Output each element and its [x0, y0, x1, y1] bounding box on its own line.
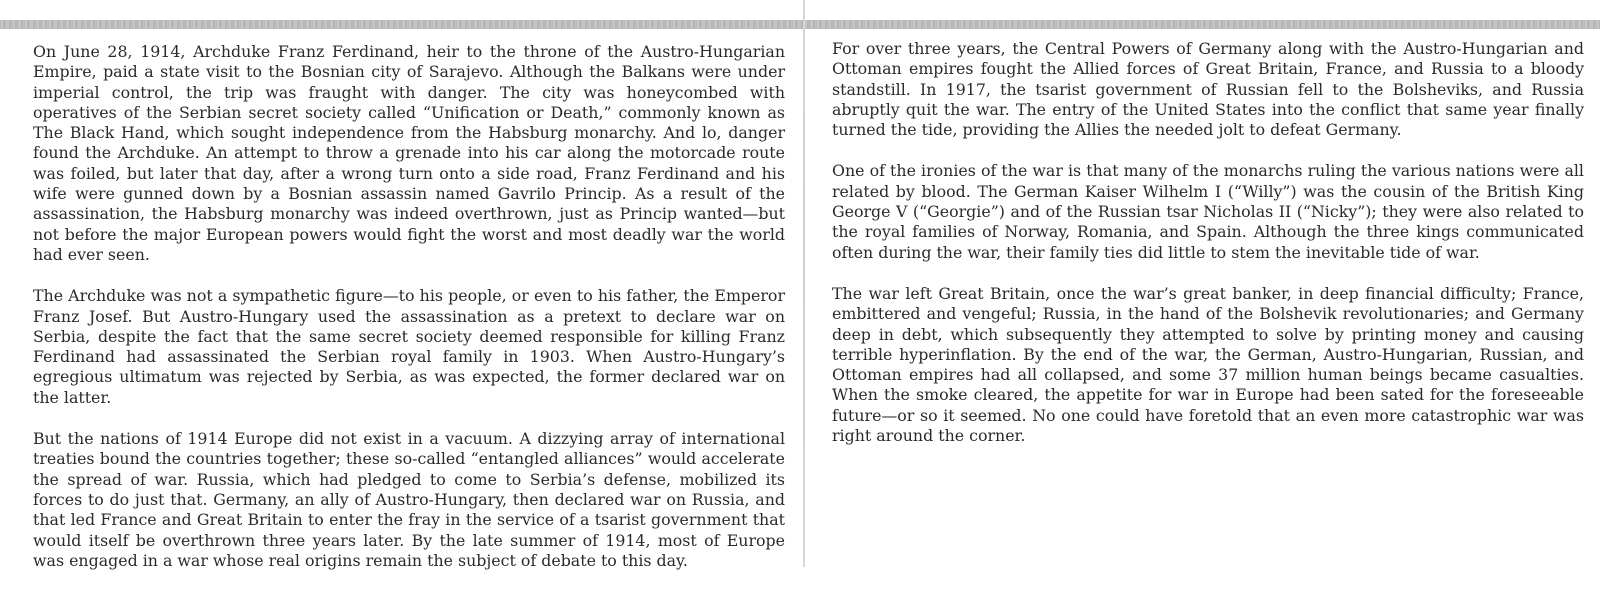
left-page	[33, 42, 785, 592]
left-paragraph-3: But the nations of 1914 Europe did not exist in a vacuum. A dizzying array of international treaties bound the countries together; these so-called “entangled alliances” would accelerate the spread of war. Russia, which had pledged to come to Serbia’s defense, mobilized its forces to do just that. Germany, an ally of Austro-Hungary, then declared war on Russia, and that led France and Great Britain to enter the fray in the service of a tsarist government that would itself be overthrown three years later. By the late summer of 1914, most of Europe was engaged in a war whose real origins remain the subject of debate to this day.	[33, 429, 785, 570]
right-paragraph-2: One of the ironies of the war is that many of the monarchs ruling the various nations were all related by blood. The German Kaiser Wilhelm I (“Willy”) was the cousin of the British King George V (“Georgie”) and of the Russian tsar Nicholas II (“Nicky”); they were also related to the royal families of Norway, Romania, and Spain. Although the three kings communicated often during the war, their family ties did little to stem the inevitable tide of war.	[832, 161, 1584, 262]
scan-top-band	[0, 20, 1600, 29]
left-paragraph-1: On June 28, 1914, Archduke Franz Ferdinand, heir to the throne of the Austro-Hungarian Empire, paid a state visit to the Bosnian city of Sarajevo. Although the Balkans were under imperial control, the trip was fraught with danger. The city was honeycombed with operatives of the Serbian secret society called “Unification or Death,” commonly known as The Black Hand, which sought independence from the Habsburg monarchy. And lo, danger found the Archduke. An attempt to throw a grenade into his car along the motorcade route was foiled, but later that day, after a wrong turn onto a side road, Franz Ferdinand and his wife were gunned down by a Bosnian assassin named Gavrilo Princip. As a result of the assassination, the Habsburg monarchy was indeed overthrown, just as Princip wanted—but not before the major European powers would fight the worst and most deadly war the world had ever seen.	[33, 42, 785, 264]
right-page	[832, 39, 1584, 467]
left-paragraph-2: The Archduke was not a sympathetic figure—to his people, or even to his father, the Emperor Franz Josef. But Austro-Hungary used the assassination as a pretext to declare war on Serbia, despite the fact that the same secret society deemed responsible for killing Franz Ferdinand had assassinated the Serbian royal family in 1903. When Austro-Hungary’s egregious ultimatum was rejected by Serbia, as was expected, the former declared war on the latter.	[33, 286, 785, 407]
page-spine-divider	[803, 0, 805, 567]
right-paragraph-1: For over three years, the Central Powers of Germany along with the Austro-Hungarian and Ottoman empires fought the Allied forces of Great Britain, France, and Russia to a bloody standstill. In 1917, the tsarist government of Russian fell to the Bolsheviks, and Russia abruptly quit the war. The entry of the United States into the conflict that same year finally turned the tide, providing the Allies the needed jolt to defeat Germany.	[832, 39, 1584, 140]
right-paragraph-3: The war left Great Britain, once the war’s great banker, in deep financial difficulty; France, embittered and vengeful; Russia, in the hand of the Bolshevik revolutionaries; and Germany deep in debt, which subsequently they attempted to solve by printing money and causing terrible hyperinflation. By the end of the war, the German, Austro-Hungarian, Russian, and Ottoman empires had all collapsed, and some 37 million human beings became casualties. When the smoke cleared, the appetite for war in Europe had been sated for the foreseeable future—or so it seemed. No one could have foretold that an even more catastrophic war was right around the corner.	[832, 283, 1584, 446]
